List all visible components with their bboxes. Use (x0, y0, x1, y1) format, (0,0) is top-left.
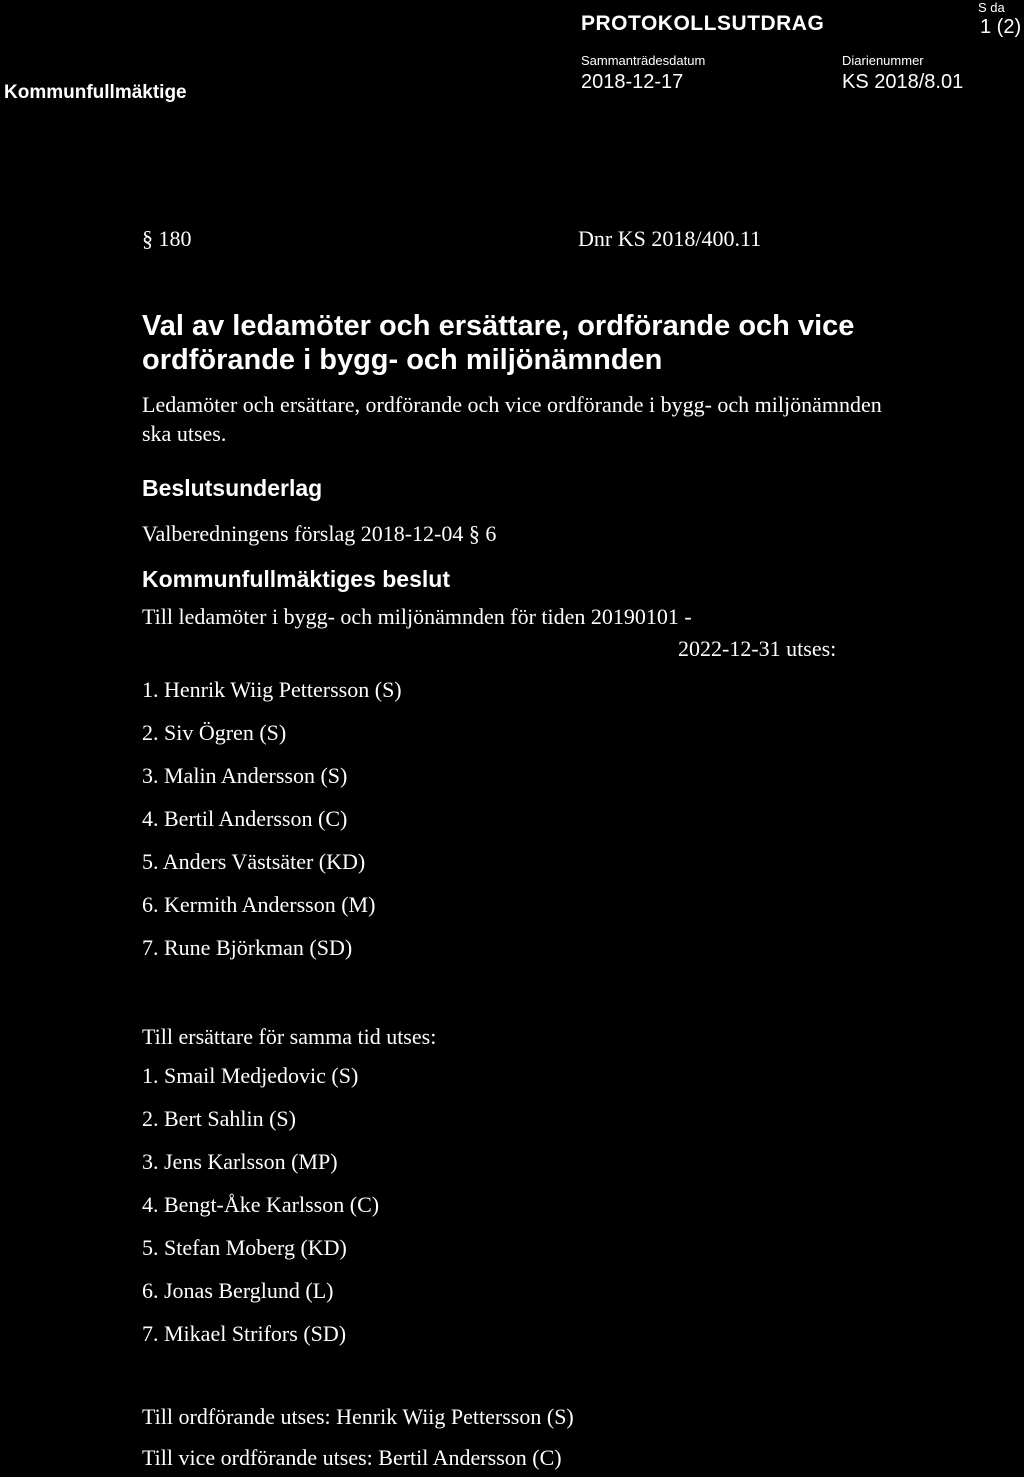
members-list (142, 668, 402, 969)
page-number: 1 (2) (980, 16, 1022, 38)
meeting-date-label: Sammanträdesdatum (581, 53, 706, 68)
list-item: 6. Kermith Andersson (M) (142, 892, 376, 917)
list-item: 4. Bengt-Åke Karlsson (C) (142, 1192, 380, 1217)
alternates-list (142, 1054, 379, 1355)
case-number: Dnr KS 2018/400.11 (578, 226, 762, 251)
list-item: 2. Siv Ögren (S) (142, 720, 287, 745)
basis-heading: Beslutsunderlag (142, 475, 323, 501)
list-item: 3. Malin Andersson (S) (142, 763, 348, 788)
list-item: 5. Stefan Moberg (KD) (142, 1235, 347, 1260)
list-item: 2. Bert Sahlin (S) (142, 1106, 296, 1131)
list-item: 7. Mikael Strifors (SD) (142, 1321, 347, 1346)
section-title: Val av ledamöter och ersättare, ordförande och vice ordförande i bygg- och miljönämnden (142, 310, 855, 376)
alternates-intro: Till ersättare för samma tid utses: (142, 1024, 437, 1049)
paragraph-number: § 180 (142, 226, 192, 251)
list-item: 3. Jens Karlsson (MP) (142, 1149, 338, 1174)
diary-number-value: KS 2018/8.01 (842, 71, 964, 93)
diary-number-label: Diarienummer (842, 53, 924, 68)
basis-text: Valberedningens förslag 2018-12-04 § 6 (142, 521, 497, 546)
section-intro: Ledamöter och ersättare, ordförande och vice ordförande i bygg- och miljönämnden ska utses. (142, 392, 882, 446)
document-type: PROTOKOLLSUTDRAG (581, 12, 825, 35)
list-item: 5. Anders Västsäter (KD) (142, 849, 366, 874)
members-intro-line-2: 2022-12-31 utses: (678, 636, 837, 661)
members-intro-line-1: Till ledamöter i bygg- och miljönämnden för tiden 20190101 - (142, 604, 692, 629)
list-item: 1. Smail Medjedovic (S) (142, 1063, 359, 1088)
list-item: 1. Henrik Wiig Pettersson (S) (142, 677, 402, 702)
decision-heading: Kommunfullmäktiges beslut (142, 566, 450, 592)
organization-name: Kommunfullmäktige (4, 82, 187, 103)
list-item: 4. Bertil Andersson (C) (142, 806, 348, 831)
page-label: S da (978, 0, 1005, 15)
chair-appointment: Till ordförande utses: Henrik Wiig Pettersson (S) (142, 1404, 574, 1429)
vice-chair-appointment: Till vice ordförande utses: Bertil Andersson (C) (142, 1445, 562, 1470)
list-item: 6. Jonas Berglund (L) (142, 1278, 334, 1303)
list-item: 7. Rune Björkman (SD) (142, 935, 353, 960)
meeting-date-value: 2018-12-17 (581, 71, 684, 93)
